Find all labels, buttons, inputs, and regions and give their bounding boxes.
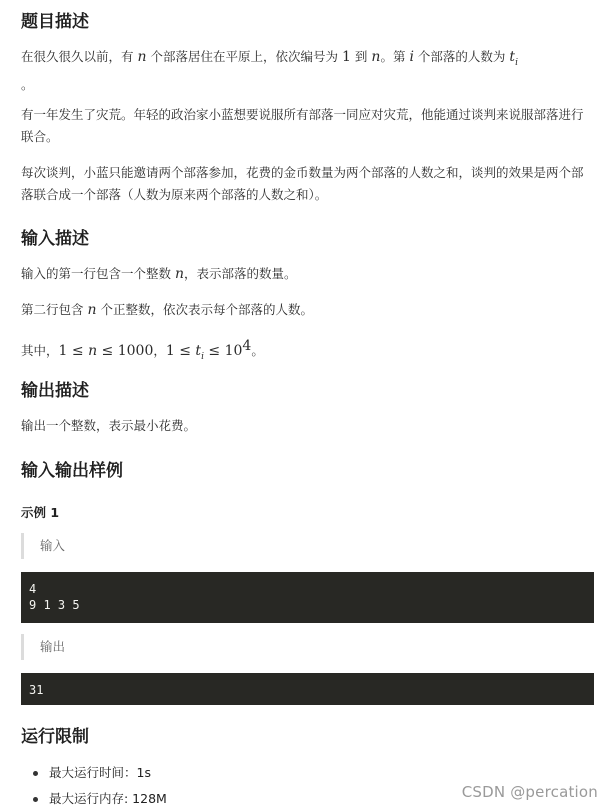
output-paragraph-1: 输出一个整数，表示最小花费。 [21, 418, 197, 433]
text-segment: 个正整数，依次表示每个部落的人数。 [100, 302, 314, 317]
text-segment: ，表示部落的数量。 [184, 266, 297, 281]
limits-list [21, 760, 167, 812]
math-t-i [195, 343, 204, 362]
description-paragraph-1 [21, 46, 593, 96]
limit-item-memory: 最大运行内存: 128M [49, 786, 167, 812]
text-segment: 个部落的人数为 [417, 49, 506, 64]
limit-item-time: 最大运行时间：1s [49, 760, 167, 786]
text-segment: 其中， [21, 343, 59, 359]
text-segment: 。第 [380, 49, 406, 64]
math-constraint: 1 ≤ [58, 343, 89, 360]
text-segment: 到 [354, 49, 368, 64]
math-n: n [88, 343, 98, 360]
text-segment: 在很久很久以前，有 [21, 49, 134, 64]
text-segment: 。 [21, 76, 34, 92]
text-segment: ， [153, 343, 166, 359]
math-n: n [137, 49, 147, 65]
description-heading: 题目描述 [21, 12, 89, 32]
math-n: n [175, 266, 185, 282]
input-paragraph-1 [21, 263, 593, 285]
text-segment: 输入的第一行包含一个整数 [21, 266, 172, 281]
input-paragraph-3 [21, 335, 593, 368]
math-t-i [509, 49, 518, 68]
input-paragraph-2 [21, 299, 593, 321]
math-subscript: i [515, 57, 518, 68]
watermark: CSDN @percation [461, 783, 598, 801]
math-subscript: i [201, 351, 204, 362]
math-t: t [195, 343, 202, 360]
description-paragraph-2: 有一年发生了灾荒。年轻的政治家小蓝想要说服所有部落一同应对灾荒，他能通过谈判来说服部落进行联合。 [21, 107, 584, 144]
sample-input-label: 输入 [21, 533, 593, 559]
sample-output-code: 31 [21, 673, 594, 705]
sample-output-label: 输出 [21, 634, 593, 660]
math-constraint: ≤ 1000 [97, 343, 154, 360]
math-n: n [371, 49, 381, 65]
text-segment: 第二行包含 [21, 302, 84, 317]
math-constraint: ≤ 10 [203, 343, 243, 360]
description-paragraph-3: 每次谈判，小蓝只能邀请两个部落参加，花费的金币数量为两个部落的人数之和，谈判的效果是两个部落联合成一个部落（人数为原来两个部落的人数之和）。 [21, 165, 584, 202]
math-one: 1 [342, 49, 351, 65]
sample-input-code: 4 9 1 3 5 [21, 572, 594, 623]
math-constraint: 1 ≤ [165, 343, 196, 360]
math-superscript: 4 [242, 338, 252, 354]
text-segment: 个部落居住在平原上，依次编号为 [150, 49, 339, 64]
math-i: i [409, 49, 414, 65]
limits-heading: 运行限制 [21, 727, 89, 747]
samples-heading: 输入输出样例 [21, 461, 123, 481]
math-n: n [87, 302, 97, 318]
math-t: t [509, 49, 516, 65]
text-segment: 。 [251, 343, 264, 359]
example-title: 示例 1 [21, 505, 60, 520]
output-heading: 输出描述 [21, 381, 89, 401]
input-heading: 输入描述 [21, 229, 89, 249]
